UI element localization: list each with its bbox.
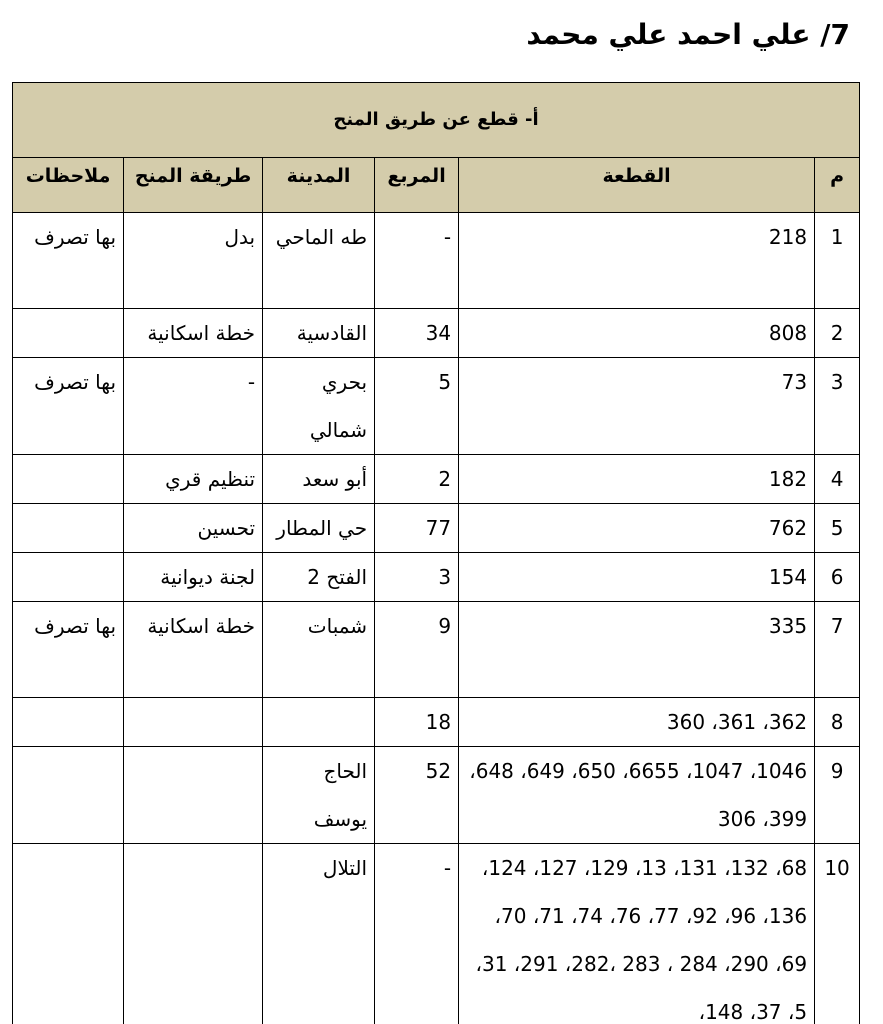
table-row [13, 602, 860, 698]
cell-block: 77 [375, 504, 459, 553]
cell-method: - [124, 358, 263, 455]
section-title: أ- قطع عن طريق المنح [13, 83, 860, 158]
column-header-city: المدينة [263, 158, 375, 213]
cell-plot: 218 [459, 213, 815, 309]
cell-block: 34 [375, 309, 459, 358]
cell-m: 3 [815, 358, 860, 455]
cell-m: 4 [815, 455, 860, 504]
cell-block: 9 [375, 602, 459, 698]
cell-city: طه الماحي [263, 213, 375, 309]
cell-city: التلال [263, 844, 375, 1024]
header-row [13, 158, 860, 213]
cell-notes [13, 844, 124, 1024]
table-row [13, 358, 860, 455]
cell-notes [13, 309, 124, 358]
cell-block: - [375, 844, 459, 1024]
column-header-block: المربع [375, 158, 459, 213]
cell-notes [13, 455, 124, 504]
cell-city: أبو سعد [263, 455, 375, 504]
cell-plot: 73 [459, 358, 815, 455]
cell-m: 8 [815, 698, 860, 747]
cell-notes [13, 553, 124, 602]
cell-method [124, 698, 263, 747]
owner-heading: 7/ علي احمد علي محمد [526, 18, 850, 51]
column-header-plot: القطعة [459, 158, 815, 213]
cell-city: حي المطار [263, 504, 375, 553]
table-row [13, 844, 860, 1024]
cell-m: 5 [815, 504, 860, 553]
cell-m: 2 [815, 309, 860, 358]
cell-method: خطة اسكانية [124, 309, 263, 358]
cell-block: 52 [375, 747, 459, 844]
cell-notes: بها تصرف [13, 213, 124, 309]
cell-method: تحسين [124, 504, 263, 553]
cell-notes [13, 504, 124, 553]
table-row [13, 504, 860, 553]
cell-block: 5 [375, 358, 459, 455]
section-title-row [13, 83, 860, 158]
cell-notes [13, 698, 124, 747]
cell-city [263, 698, 375, 747]
cell-plot: 362، 361، 360 [459, 698, 815, 747]
cell-notes: بها تصرف [13, 602, 124, 698]
cell-m: 7 [815, 602, 860, 698]
cell-plot: 808 [459, 309, 815, 358]
cell-city: بحري شمالي [263, 358, 375, 455]
cell-m: 10 [815, 844, 860, 1024]
cell-city: الفتح 2 [263, 553, 375, 602]
table-row [13, 553, 860, 602]
cell-block: 2 [375, 455, 459, 504]
cell-notes: بها تصرف [13, 358, 124, 455]
cell-plot: 68، 132، 131، 13، 129، 127، 124، 136، 96، 92، 77، 76، 74، 71، 70، 69، 290، 284 ، 283 ،282، 291، 31، 5، 37، 148، [459, 844, 815, 1024]
cell-m: 9 [815, 747, 860, 844]
cell-m: 1 [815, 213, 860, 309]
cell-method: تنظيم قري [124, 455, 263, 504]
cell-plot: 335 [459, 602, 815, 698]
cell-method: بدل [124, 213, 263, 309]
cell-block: 3 [375, 553, 459, 602]
cell-city: القادسية [263, 309, 375, 358]
cell-m: 6 [815, 553, 860, 602]
cell-block: 18 [375, 698, 459, 747]
table-row [13, 747, 860, 844]
cell-plot: 182 [459, 455, 815, 504]
column-header-notes: ملاحظات [13, 158, 124, 213]
cell-city: الحاج يوسف [263, 747, 375, 844]
cell-notes [13, 747, 124, 844]
cell-method [124, 747, 263, 844]
cell-city: شمبات [263, 602, 375, 698]
cell-plot: 1046، 1047، 6655، 650، 649، 648، 399، 306 [459, 747, 815, 844]
cell-block: - [375, 213, 459, 309]
cell-plot: 762 [459, 504, 815, 553]
table-row [13, 213, 860, 309]
table-row [13, 309, 860, 358]
table-row [13, 698, 860, 747]
column-header-method: طريقة المنح [124, 158, 263, 213]
table-row [13, 455, 860, 504]
cell-method: خطة اسكانية [124, 602, 263, 698]
column-header-m: م [815, 158, 860, 213]
plots-table [12, 82, 860, 1024]
cell-method [124, 844, 263, 1024]
cell-plot: 154 [459, 553, 815, 602]
cell-method: لجنة ديوانية [124, 553, 263, 602]
table-body [13, 213, 860, 1024]
